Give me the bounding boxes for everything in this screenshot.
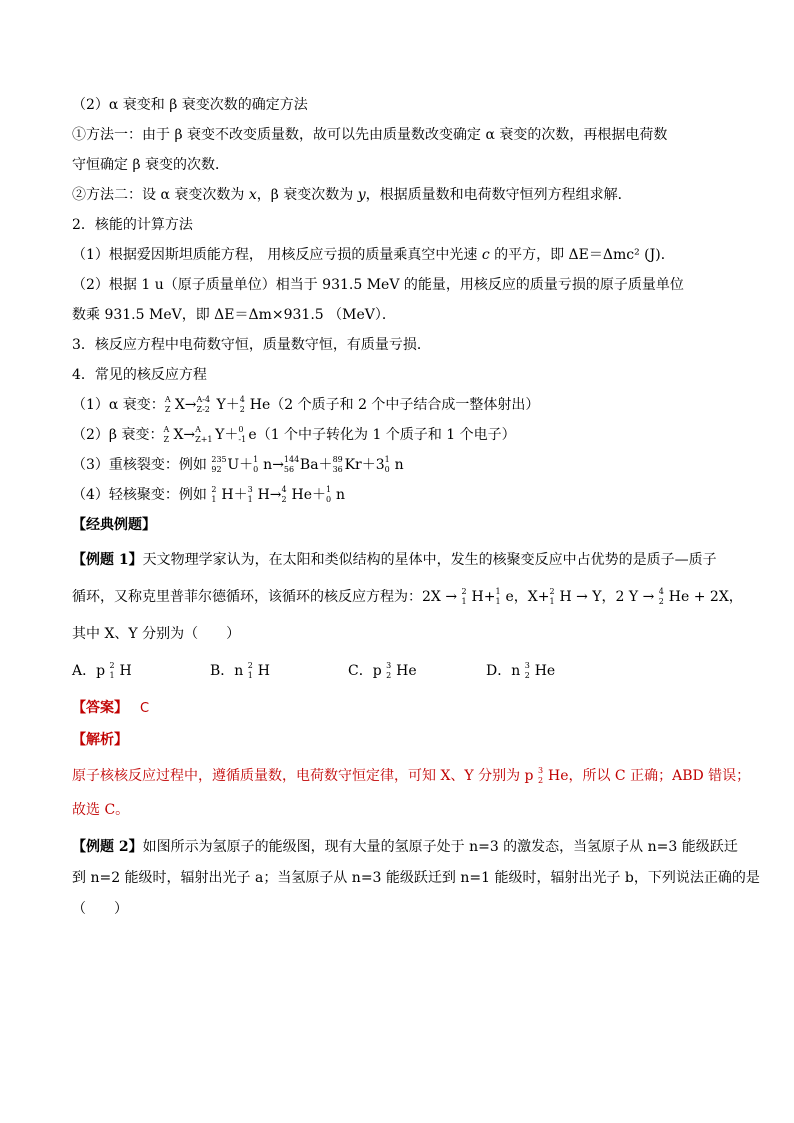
isotope-label: A-4 Z-2 — [196, 395, 211, 414]
answer-value: C — [140, 701, 150, 716]
analysis-line2: 故选 C。 — [72, 802, 130, 818]
reaction-text: H＋ — [221, 487, 248, 503]
reaction-label: （2）β 衰变： — [72, 427, 164, 443]
reaction-text: n — [336, 487, 346, 503]
energy-line2: （2）根据 1 u（原子质量单位）相当于 931.5 MeV 的能量，用核反应的质量亏损的原子质量单位 — [72, 277, 684, 293]
reaction-alpha — [72, 396, 539, 414]
answer-label: 【答案】 — [72, 700, 128, 716]
example2-line1 — [72, 838, 738, 856]
example2-text: 如图所示为氢原子的能级图，现有大量的氢原子处于 n=3 的激发态，当氢原子从 n=3 能级跃迁 — [142, 839, 738, 855]
isotope-label: 4 2 — [658, 587, 664, 606]
isotope-label: 0 -1 — [238, 425, 247, 444]
reaction-label: （4）轻核聚变：例如 — [72, 487, 212, 503]
method2-text-b: ，β 衰变次数为 — [256, 187, 358, 203]
method1-line1: ①方法一：由于 β 衰变不改变质量数，故可以先由质量数改变确定 α 衰变的次数，再根据电荷数 — [72, 127, 668, 143]
var-c: c — [481, 247, 490, 263]
example1-text: + — [483, 589, 496, 605]
isotope-label: A Z+1 — [195, 425, 213, 444]
isotope-label: 2 1 — [247, 661, 253, 680]
reaction-text: H→ — [257, 487, 282, 503]
isotope-label: 235 92 — [211, 455, 227, 474]
method2-line — [72, 186, 632, 204]
reaction-text: n — [394, 457, 404, 473]
reaction-label: （1）α 衰变： — [72, 397, 165, 413]
option-d-label: D．n — [486, 663, 525, 679]
reaction-text: Y＋ — [216, 397, 240, 413]
analysis-line1 — [72, 767, 750, 785]
classic-examples-heading: 【经典例题】 — [72, 517, 156, 533]
heading-4: 4．常见的核反应方程 — [72, 367, 207, 383]
option-b-value: H — [257, 663, 270, 679]
isotope-label: 89 36 — [332, 455, 343, 474]
isotope-label: 3 2 — [524, 661, 530, 680]
energy-text-b: 的平方，即 ΔE＝Δmc² (J)． — [489, 247, 675, 263]
isotope-label: 1 0 — [253, 455, 259, 474]
section-2-title: （2）α 衰变和 β 衰变次数的确定方法 — [72, 97, 308, 113]
isotope-label: 2 1 — [549, 587, 555, 606]
isotope-label: 1 1 — [495, 587, 501, 606]
example1-text: e — [505, 589, 514, 605]
reaction-text: U＋ — [227, 457, 254, 473]
reaction-text: He（2 个质子和 2 个中子结合成一整体射出） — [249, 397, 540, 413]
analysis-text: 原子核核反应过程中，遵循质量数，电荷数守恒定律，可知 X、Y 分别为 p — [72, 768, 538, 784]
example1-text: ，X+ — [513, 589, 550, 605]
example1-label: 【例题 1】 — [72, 552, 143, 568]
analysis-text: ，所以 C 正确；ABD 错误； — [568, 768, 751, 784]
isotope-label: 3 1 — [247, 485, 253, 504]
energy-line1 — [72, 246, 675, 264]
example1-text: H — [471, 589, 484, 605]
isotope-label: 1 0 — [326, 485, 332, 504]
example1-text: 天文物理学家认为，在太阳和类似结构的星体中，发生的核聚变反应中占优势的是质子—质子 — [142, 552, 717, 568]
example1-text: H → Y，2 Y → — [559, 589, 659, 605]
isotope-label: 4 2 — [239, 395, 245, 414]
reaction-text: X→ — [173, 427, 196, 443]
var-y: y — [357, 187, 366, 203]
isotope-label: 3 2 — [386, 661, 392, 680]
isotope-label: 2 1 — [461, 587, 467, 606]
example1-text: He + 2X， — [668, 589, 743, 605]
reaction-text: He＋ — [291, 487, 327, 503]
method1-line2: 守恒确定 β 衰变的次数． — [72, 157, 229, 173]
heading-3: 3．核反应方程中电荷数守恒，质量数守恒，有质量亏损． — [72, 337, 431, 353]
reaction-label: （3）重核裂变：例如 — [72, 457, 212, 473]
reaction-text: Y＋ — [215, 427, 239, 443]
option-a-value: H — [119, 663, 132, 679]
method2-text-a: ②方法二：设 α 衰变次数为 — [72, 187, 249, 203]
example2-label: 【例题 2】 — [72, 839, 143, 855]
example1-line3: 其中 X、Y 分别为（ ） — [72, 626, 241, 642]
example1-line1 — [72, 551, 717, 569]
analysis-text: He — [547, 768, 569, 784]
reaction-text: Ba＋ — [299, 457, 333, 473]
reaction-fusion — [72, 486, 345, 504]
option-a[interactable] — [72, 662, 210, 680]
isotope-label: 144 56 — [283, 455, 300, 474]
option-b[interactable] — [210, 662, 348, 680]
reaction-fission — [72, 456, 404, 474]
isotope-label: 1 0 — [384, 455, 390, 474]
isotope-label: 2 1 — [109, 661, 115, 680]
option-d[interactable] — [486, 662, 624, 680]
isotope-label: 3 2 — [537, 766, 544, 785]
isotope-label: A Z — [164, 395, 171, 414]
example1-line2 — [72, 588, 743, 606]
analysis-label: 【解析】 — [72, 732, 128, 748]
example1-options — [72, 662, 624, 680]
example1-text: 循环，又称克里普菲尔德循环，该循环的核反应方程为：2X → — [72, 589, 462, 605]
reaction-text: e（1 个中子转化为 1 个质子和 1 个电子） — [248, 427, 516, 443]
heading-2: 2．核能的计算方法 — [72, 217, 193, 233]
reaction-beta — [72, 426, 516, 444]
method2-text-c: ，根据质量数和电荷数守恒列方程组求解． — [365, 187, 632, 203]
option-d-value: He — [534, 663, 556, 679]
energy-text-a: （1）根据爱因斯坦质能方程， 用核反应亏损的质量乘真空中光速 — [72, 247, 482, 263]
var-x: x — [248, 187, 257, 203]
energy-line3: 数乘 931.5 MeV，即 ΔE＝Δm×931.5 （MeV）． — [72, 307, 396, 323]
example2-line2: 到 n=2 能级时，辐射出光子 a；当氢原子从 n=3 能级跃迁到 n=1 能级时，辐射出光子 b，下列说法正确的是 — [72, 870, 760, 886]
reaction-text: Kr＋3 — [344, 457, 385, 473]
isotope-label: A Z — [163, 425, 170, 444]
reaction-text: X→ — [174, 397, 197, 413]
reaction-text: n→ — [263, 457, 284, 473]
option-c-value: He — [396, 663, 417, 679]
example2-line3: （ ） — [72, 901, 128, 917]
isotope-label: 2 1 — [211, 485, 217, 504]
isotope-label: 4 2 — [281, 485, 287, 504]
option-a-label: A．p — [72, 663, 110, 679]
option-c-label: C．p — [348, 663, 387, 679]
answer-row — [72, 699, 149, 718]
option-b-label: B．n — [210, 663, 248, 679]
option-c[interactable] — [348, 662, 486, 680]
